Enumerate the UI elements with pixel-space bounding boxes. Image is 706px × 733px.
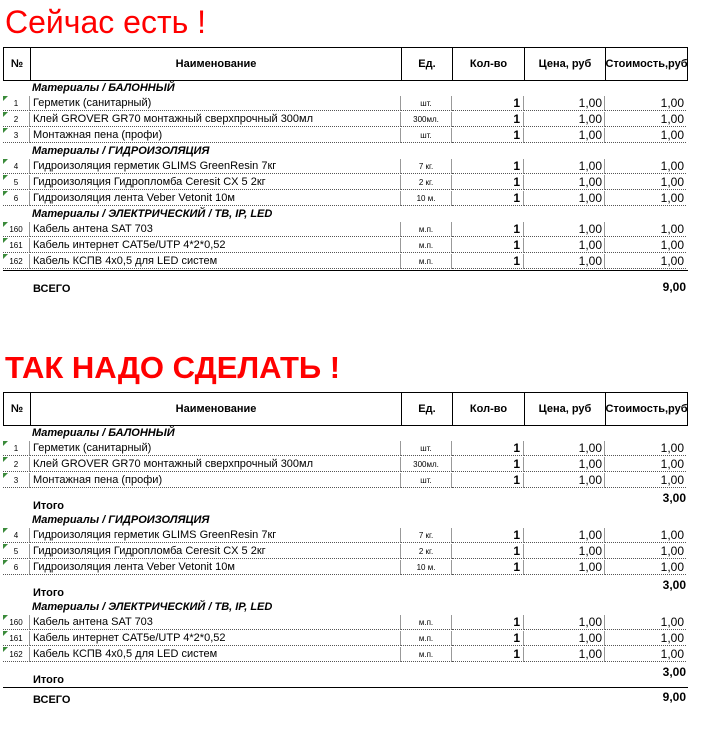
table-row[interactable] bbox=[3, 96, 688, 112]
table-row[interactable] bbox=[3, 615, 688, 631]
row-cost: 1,00 bbox=[605, 238, 686, 253]
row-cost: 1,00 bbox=[605, 159, 686, 174]
row-qty: 1 bbox=[452, 473, 524, 488]
table-row[interactable] bbox=[3, 528, 688, 544]
row-name: Кабель КСПВ 4х0,5 для LED систем bbox=[30, 647, 401, 662]
cell-comment-marker-icon bbox=[3, 159, 8, 164]
row-num: 6 bbox=[3, 191, 30, 206]
row-qty: 1 bbox=[452, 457, 524, 472]
title-needed: ТАК НАДО СДЕЛАТЬ ! bbox=[5, 350, 341, 385]
header-cost-line1: Стоимость, bbox=[605, 403, 669, 415]
subtotal-value: 3,00 bbox=[662, 491, 686, 505]
row-unit: 300мл. bbox=[401, 112, 452, 127]
row-price: 1,00 bbox=[524, 128, 605, 143]
row-unit: шт. bbox=[401, 473, 452, 488]
row-cost: 1,00 bbox=[605, 631, 686, 646]
row-name: Гидроизоляция герметик GLIMS GreenResin 7кг bbox=[30, 159, 401, 174]
row-cost: 1,00 bbox=[605, 191, 686, 206]
header-cost-line2: руб bbox=[668, 403, 688, 415]
cell-comment-marker-icon bbox=[3, 238, 8, 243]
row-name: Монтажная пена (профи) bbox=[30, 473, 401, 488]
section-title bbox=[3, 207, 688, 222]
cell-comment-marker-icon bbox=[3, 560, 8, 565]
row-cost: 1,00 bbox=[605, 96, 686, 111]
section-title-label: Материалы / ЭЛЕКТРИЧЕСКИЙ / ТВ, IP, LED bbox=[32, 208, 273, 220]
table-row[interactable] bbox=[3, 441, 688, 457]
row-price: 1,00 bbox=[524, 441, 605, 456]
cell-comment-marker-icon bbox=[3, 128, 8, 133]
row-qty: 1 bbox=[452, 441, 524, 456]
row-unit: 300мл. bbox=[401, 457, 452, 472]
header-unit: Ед. bbox=[402, 48, 453, 80]
row-num: 3 bbox=[3, 473, 30, 488]
row-price: 1,00 bbox=[524, 96, 605, 111]
row-cost: 1,00 bbox=[605, 528, 686, 543]
row-name: Гидроизоляция Гидропломба Ceresit CX 5 2кг bbox=[30, 544, 401, 559]
table-row[interactable] bbox=[3, 128, 688, 144]
table-row[interactable] bbox=[3, 254, 688, 270]
row-unit: 7 кг. bbox=[401, 159, 452, 174]
row-unit: 2 кг. bbox=[401, 544, 452, 559]
row-num: 1 bbox=[3, 96, 30, 111]
section-title bbox=[3, 144, 688, 159]
row-cost: 1,00 bbox=[605, 647, 686, 662]
row-unit: 2 кг. bbox=[401, 175, 452, 190]
section-title bbox=[3, 600, 688, 615]
cell-comment-marker-icon bbox=[3, 112, 8, 117]
row-name: Гидроизоляция герметик GLIMS GreenResin 7кг bbox=[30, 528, 401, 543]
row-qty: 1 bbox=[452, 647, 524, 662]
header-cost bbox=[606, 48, 687, 80]
table-row[interactable] bbox=[3, 560, 688, 576]
row-cost: 1,00 bbox=[605, 441, 686, 456]
header-name: Наименование bbox=[31, 48, 402, 80]
title-current: Сейчас есть ! bbox=[5, 4, 207, 40]
total-label: ВСЕГО bbox=[33, 283, 71, 295]
row-cost: 1,00 bbox=[605, 222, 686, 237]
table-current bbox=[3, 47, 688, 293]
row-name: Клей GROVER GR70 монтажный сверхпрочный 300мл bbox=[30, 112, 401, 127]
table-row[interactable] bbox=[3, 647, 688, 663]
row-num: 161 bbox=[3, 238, 30, 253]
table-header bbox=[3, 392, 688, 426]
row-price: 1,00 bbox=[524, 191, 605, 206]
section-title bbox=[3, 426, 688, 441]
row-name: Кабель антена SAT 703 bbox=[30, 222, 401, 237]
section-title-label: Материалы / ГИДРОИЗОЛЯЦИЯ bbox=[32, 514, 210, 526]
row-name: Кабель интернет CAT5e/UTP 4*2*0,52 bbox=[30, 631, 401, 646]
row-price: 1,00 bbox=[524, 473, 605, 488]
cell-comment-marker-icon bbox=[3, 473, 8, 478]
row-unit: 7 кг. bbox=[401, 528, 452, 543]
cell-comment-marker-icon bbox=[3, 647, 8, 652]
cell-comment-marker-icon bbox=[3, 222, 8, 227]
row-num: 160 bbox=[3, 615, 30, 630]
row-name: Клей GROVER GR70 монтажный сверхпрочный 300мл bbox=[30, 457, 401, 472]
section-title bbox=[3, 513, 688, 528]
row-qty: 1 bbox=[452, 128, 524, 143]
row-cost: 1,00 bbox=[605, 560, 686, 575]
table-row[interactable] bbox=[3, 457, 688, 473]
row-name: Кабель интернет CAT5e/UTP 4*2*0,52 bbox=[30, 238, 401, 253]
section-title-label: Материалы / ГИДРОИЗОЛЯЦИЯ bbox=[32, 145, 210, 157]
table-row[interactable] bbox=[3, 191, 688, 207]
subtotal-value: 3,00 bbox=[662, 578, 686, 592]
header-qty: Кол-во bbox=[453, 393, 525, 425]
row-price: 1,00 bbox=[524, 159, 605, 174]
row-qty: 1 bbox=[452, 175, 524, 190]
total-label: ВСЕГО bbox=[33, 694, 71, 706]
row-name: Гидроизоляция Гидропломба Ceresit CX 5 2кг bbox=[30, 175, 401, 190]
cell-comment-marker-icon bbox=[3, 96, 8, 101]
row-qty: 1 bbox=[452, 631, 524, 646]
row-num: 2 bbox=[3, 112, 30, 127]
row-cost: 1,00 bbox=[605, 112, 686, 127]
section-title-label: Материалы / ЭЛЕКТРИЧЕСКИЙ / ТВ, IP, LED bbox=[32, 601, 273, 613]
section-subtotal bbox=[3, 663, 688, 687]
row-unit: шт. bbox=[401, 96, 452, 111]
row-qty: 1 bbox=[452, 159, 524, 174]
row-qty: 1 bbox=[452, 191, 524, 206]
header-name: Наименование bbox=[31, 393, 402, 425]
row-name: Герметик (санитарный) bbox=[30, 441, 401, 456]
cell-comment-marker-icon bbox=[3, 631, 8, 636]
row-price: 1,00 bbox=[524, 457, 605, 472]
row-name: Гидроизоляция лента Veber Vetonit 10м bbox=[30, 191, 401, 206]
row-price: 1,00 bbox=[524, 615, 605, 630]
table-row[interactable] bbox=[3, 112, 688, 128]
row-cost: 1,00 bbox=[605, 254, 686, 269]
table-row[interactable] bbox=[3, 544, 688, 560]
section-title-label: Материалы / БАЛОННЫЙ bbox=[32, 82, 175, 94]
table-row[interactable] bbox=[3, 175, 688, 191]
cell-comment-marker-icon bbox=[3, 175, 8, 180]
header-cost-line1: Стоимость, bbox=[605, 58, 669, 70]
row-price: 1,00 bbox=[524, 254, 605, 269]
row-price: 1,00 bbox=[524, 528, 605, 543]
row-price: 1,00 bbox=[524, 631, 605, 646]
row-name: Монтажная пена (профи) bbox=[30, 128, 401, 143]
row-price: 1,00 bbox=[524, 647, 605, 662]
row-num: 162 bbox=[3, 254, 30, 269]
row-qty: 1 bbox=[452, 544, 524, 559]
row-unit: м.п. bbox=[401, 615, 452, 630]
header-price: Цена, руб bbox=[525, 48, 606, 80]
row-cost: 1,00 bbox=[605, 473, 686, 488]
row-num: 162 bbox=[3, 647, 30, 662]
cell-comment-marker-icon bbox=[3, 191, 8, 196]
section-subtotal bbox=[3, 576, 688, 600]
header-price: Цена, руб bbox=[525, 393, 606, 425]
row-price: 1,00 bbox=[524, 112, 605, 127]
table-header bbox=[3, 47, 688, 81]
row-unit: шт. bbox=[401, 441, 452, 456]
total-value: 9,00 bbox=[662, 280, 686, 294]
row-qty: 1 bbox=[452, 222, 524, 237]
header-unit: Ед. bbox=[402, 393, 453, 425]
row-unit: 10 м. bbox=[401, 191, 452, 206]
row-cost: 1,00 bbox=[605, 128, 686, 143]
row-name: Гидроизоляция лента Veber Vetonit 10м bbox=[30, 560, 401, 575]
row-price: 1,00 bbox=[524, 544, 605, 559]
section-subtotal bbox=[3, 489, 688, 513]
row-num: 160 bbox=[3, 222, 30, 237]
subtotal-label: Итого bbox=[33, 587, 65, 599]
table-row[interactable] bbox=[3, 238, 688, 254]
row-price: 1,00 bbox=[524, 175, 605, 190]
row-unit: м.п. bbox=[401, 254, 452, 269]
row-qty: 1 bbox=[452, 528, 524, 543]
table-row[interactable] bbox=[3, 159, 688, 175]
row-unit: м.п. bbox=[401, 647, 452, 662]
grand-total bbox=[3, 270, 688, 293]
grand-total bbox=[3, 687, 688, 708]
cell-comment-marker-icon bbox=[3, 457, 8, 462]
cell-comment-marker-icon bbox=[3, 441, 8, 446]
header-num: № bbox=[4, 393, 31, 425]
row-qty: 1 bbox=[452, 112, 524, 127]
row-unit: м.п. bbox=[401, 238, 452, 253]
row-price: 1,00 bbox=[524, 238, 605, 253]
row-num: 5 bbox=[3, 175, 30, 190]
row-unit: м.п. bbox=[401, 631, 452, 646]
row-name: Герметик (санитарный) bbox=[30, 96, 401, 111]
row-unit: шт. bbox=[401, 128, 452, 143]
row-price: 1,00 bbox=[524, 222, 605, 237]
cell-comment-marker-icon bbox=[3, 528, 8, 533]
row-unit: 10 м. bbox=[401, 560, 452, 575]
table-row[interactable] bbox=[3, 631, 688, 647]
row-num: 4 bbox=[3, 159, 30, 174]
row-qty: 1 bbox=[452, 254, 524, 269]
row-price: 1,00 bbox=[524, 560, 605, 575]
cell-comment-marker-icon bbox=[3, 254, 8, 259]
subtotal-label: Итого bbox=[33, 674, 65, 686]
row-qty: 1 bbox=[452, 615, 524, 630]
total-value: 9,00 bbox=[662, 690, 686, 704]
row-unit: м.п. bbox=[401, 222, 452, 237]
subtotal-value: 3,00 bbox=[662, 665, 686, 679]
row-num: 5 bbox=[3, 544, 30, 559]
row-cost: 1,00 bbox=[605, 457, 686, 472]
row-num: 1 bbox=[3, 441, 30, 456]
row-name: Кабель КСПВ 4х0,5 для LED систем bbox=[30, 254, 401, 269]
row-cost: 1,00 bbox=[605, 615, 686, 630]
table-row[interactable] bbox=[3, 473, 688, 489]
row-num: 4 bbox=[3, 528, 30, 543]
cell-comment-marker-icon bbox=[3, 544, 8, 549]
header-cost-line2: руб bbox=[668, 58, 688, 70]
table-row[interactable] bbox=[3, 222, 688, 238]
header-cost bbox=[606, 393, 687, 425]
subtotal-label: Итого bbox=[33, 500, 65, 512]
row-num: 6 bbox=[3, 560, 30, 575]
cell-comment-marker-icon bbox=[3, 615, 8, 620]
section-title bbox=[3, 81, 688, 96]
row-cost: 1,00 bbox=[605, 544, 686, 559]
header-qty: Кол-во bbox=[453, 48, 525, 80]
row-num: 2 bbox=[3, 457, 30, 472]
row-qty: 1 bbox=[452, 560, 524, 575]
row-qty: 1 bbox=[452, 238, 524, 253]
table-needed bbox=[3, 392, 688, 708]
row-qty: 1 bbox=[452, 96, 524, 111]
row-cost: 1,00 bbox=[605, 175, 686, 190]
header-num: № bbox=[4, 48, 31, 80]
section-title-label: Материалы / БАЛОННЫЙ bbox=[32, 427, 175, 439]
row-name: Кабель антена SAT 703 bbox=[30, 615, 401, 630]
row-num: 161 bbox=[3, 631, 30, 646]
row-num: 3 bbox=[3, 128, 30, 143]
